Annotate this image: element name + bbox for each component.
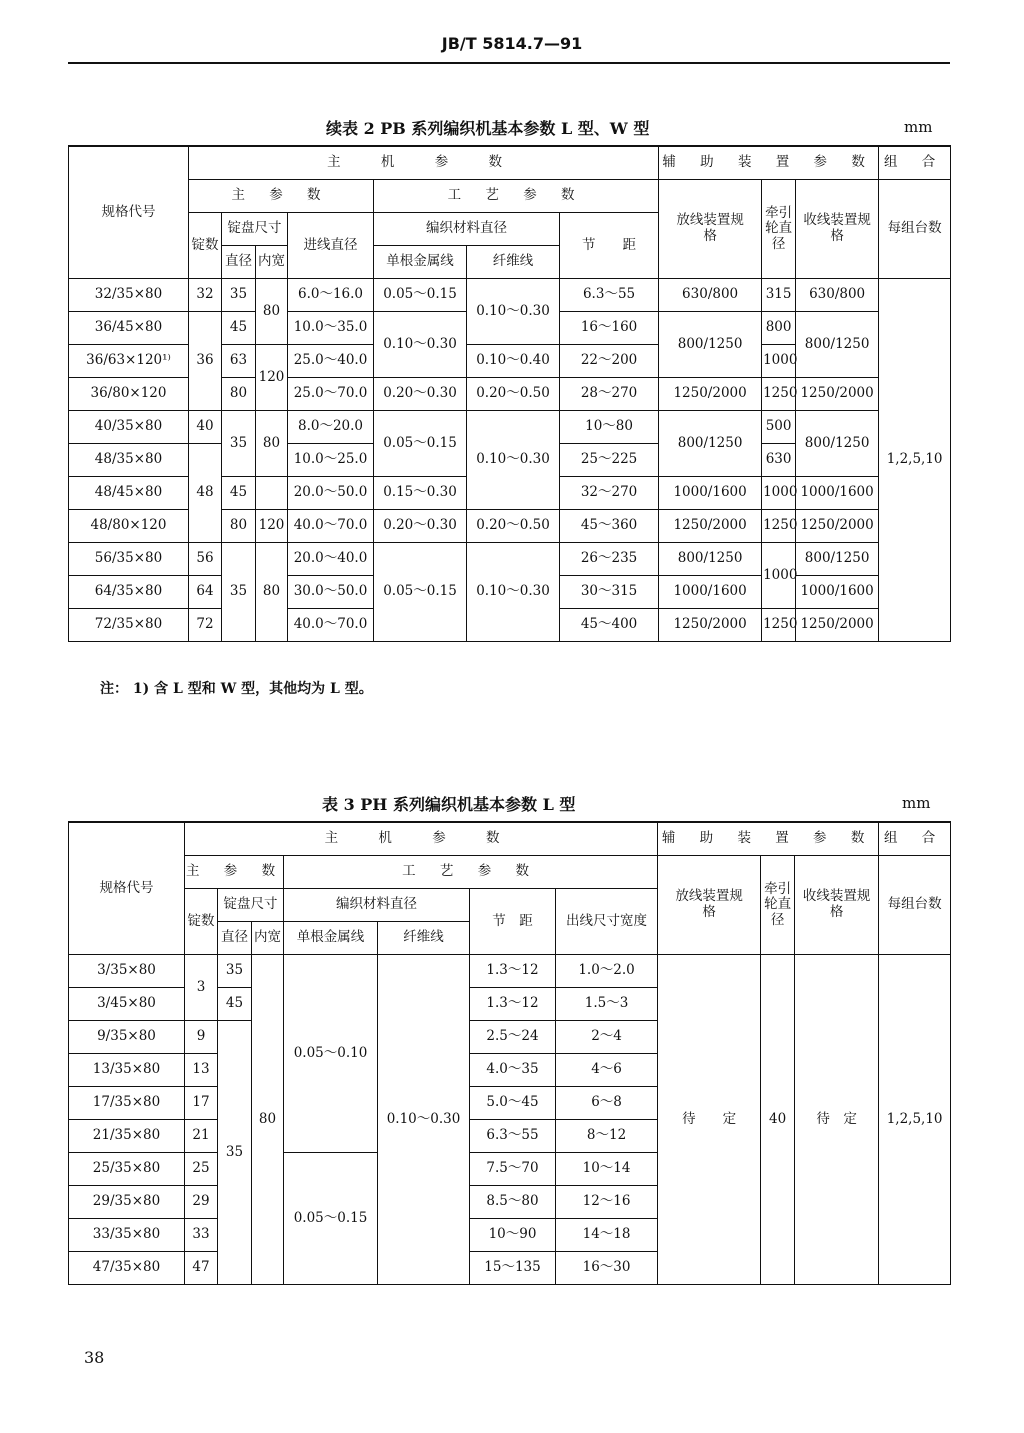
dia-cell: 35 [222, 279, 256, 312]
pitch-cell: 28～270 [560, 378, 659, 411]
table2-material-header: 编织材料直径 [374, 213, 560, 246]
width-cell: 80 [256, 543, 288, 642]
spec-cell: 48/35×80 [69, 444, 189, 477]
takeup-cell: 1250/2000 [796, 378, 879, 411]
metal-cell: 0.05～0.15 [284, 1153, 378, 1285]
payoff-cell: 800/1250 [659, 411, 762, 477]
table3-per-group-header: 每组台数 [879, 856, 951, 955]
pitch-cell: 1.3～12 [470, 988, 556, 1021]
pitch-cell: 16～160 [560, 312, 659, 345]
takeup-cell: 1000/1600 [796, 477, 879, 510]
spindles-cell: 13 [185, 1054, 218, 1087]
table2-dia-header: 直径 [222, 246, 256, 279]
payoff-cell: 800/1250 [659, 312, 762, 378]
payoff-cell: 待 定 [658, 955, 761, 1285]
table2-unit: mm [904, 118, 933, 136]
dia-cell: 35 [222, 543, 256, 642]
dia-cell: 35 [218, 955, 252, 988]
outwidth-cell: 6～8 [556, 1087, 658, 1120]
pitch-cell: 6.3～55 [470, 1120, 556, 1153]
table3-unit: mm [902, 794, 931, 812]
group-value-cell: 1,2,5,10 [879, 955, 951, 1285]
spec-cell: 40/35×80 [69, 411, 189, 444]
outwidth-cell: 4～6 [556, 1054, 658, 1087]
spec-cell: 32/35×80 [69, 279, 189, 312]
dia-cell: 63 [222, 345, 256, 378]
page-number: 38 [84, 1348, 105, 1367]
capstan-cell: 1250 [762, 609, 796, 642]
spindles-cell: 21 [185, 1120, 218, 1153]
table2 [68, 145, 951, 642]
capstan-cell: 315 [762, 279, 796, 312]
table2-capstan-header: 牵引轮直径 [762, 180, 796, 279]
metal-cell: 0.05～0.10 [284, 955, 378, 1153]
width-cell: 80 [256, 279, 288, 345]
spec-cell: 48/45×80 [69, 477, 189, 510]
metal-cell: 0.10～0.30 [374, 312, 467, 378]
dia-cell: 35 [222, 411, 256, 477]
table2-footnote: 注： 1) 含 L 型和 W 型，其他均为 L 型。 [100, 681, 373, 697]
fiber-cell: 0.20～0.50 [467, 510, 560, 543]
spec-cell: 21/35×80 [69, 1120, 185, 1153]
spindles-cell: 29 [185, 1186, 218, 1219]
capstan-cell: 40 [761, 955, 795, 1285]
table3-spec-header: 规格代号 [69, 822, 185, 955]
table3-width-header: 内宽 [252, 922, 284, 955]
table3-material-header: 编织材料直径 [284, 889, 470, 922]
capstan-cell: 1000 [762, 477, 796, 510]
metal-cell: 0.20～0.30 [374, 378, 467, 411]
width-cell: 80 [252, 955, 284, 1285]
spec-cell: 9/35×80 [69, 1021, 185, 1054]
capstan-cell: 1250 [762, 378, 796, 411]
pitch-cell: 2.5～24 [470, 1021, 556, 1054]
width-cell: 120 [256, 345, 288, 411]
width-cell [256, 477, 288, 510]
metal-cell: 0.20～0.30 [374, 510, 467, 543]
metal-cell: 0.05～0.15 [374, 279, 467, 312]
standard-number: JB/T 5814.7—91 [441, 34, 583, 53]
group-value-cell: 1,2,5,10 [879, 279, 951, 642]
pitch-cell: 26～235 [560, 543, 659, 576]
dia-cell: 80 [222, 510, 256, 543]
pitch-cell: 22～200 [560, 345, 659, 378]
outwidth-cell: 1.0～2.0 [556, 955, 658, 988]
takeup-cell: 800/1250 [796, 543, 879, 576]
pitch-cell: 8.5～80 [470, 1186, 556, 1219]
payoff-cell: 1000/1600 [659, 576, 762, 609]
spindles-cell: 17 [185, 1087, 218, 1120]
capstan-cell: 500 [762, 411, 796, 444]
table2-metal-header: 单根金属线 [374, 246, 467, 279]
spec-cell: 3/35×80 [69, 955, 185, 988]
table2-main-header: 主 机 参 数 [189, 146, 659, 180]
table3-group-header: 组 合 [879, 822, 951, 856]
table3-payoff-header: 放线装置规 格 [658, 856, 761, 955]
fiber-cell: 0.10～0.30 [467, 411, 560, 510]
spec-cell: 3/45×80 [69, 988, 185, 1021]
table2-main-params-header: 主 参 数 [189, 180, 374, 213]
fiber-cell: 0.10～0.40 [467, 345, 560, 378]
table2-takeup-header: 收线装置规 格 [796, 180, 879, 279]
pitch-cell: 1.3～12 [470, 955, 556, 988]
spec-cell: 33/35×80 [69, 1219, 185, 1252]
table-row [69, 279, 951, 312]
table3-dia-header: 直径 [218, 922, 252, 955]
table2-process-header: 工 艺 参 数 [374, 180, 659, 213]
takeup-cell: 1250/2000 [796, 609, 879, 642]
table3-metal-header: 单根金属线 [284, 922, 378, 955]
table2-pitch-header: 节 距 [560, 213, 659, 279]
infeed-cell: 25.0～40.0 [288, 345, 374, 378]
infeed-cell: 6.0～16.0 [288, 279, 374, 312]
table-row [69, 955, 951, 988]
spindles-cell: 25 [185, 1153, 218, 1186]
outwidth-cell: 12～16 [556, 1186, 658, 1219]
spindles-cell: 3 [185, 955, 218, 1021]
fiber-cell: 0.10～0.30 [467, 543, 560, 642]
table2-group-header: 组 合 [879, 146, 951, 180]
table3-process-header: 工 艺 参 数 [284, 856, 658, 889]
table2-bobbin-header: 锭盘尺寸 [222, 213, 288, 246]
infeed-cell: 8.0～20.0 [288, 411, 374, 444]
table3-fiber-header: 纤维线 [378, 922, 470, 955]
table2-fiber-header: 纤维线 [467, 246, 560, 279]
metal-cell: 0.15～0.30 [374, 477, 467, 510]
spindles-cell: 64 [189, 576, 222, 609]
infeed-cell: 40.0～70.0 [288, 510, 374, 543]
infeed-cell: 25.0～70.0 [288, 378, 374, 411]
pitch-cell: 45～400 [560, 609, 659, 642]
fiber-cell: 0.10～0.30 [378, 955, 470, 1285]
pitch-cell: 25～225 [560, 444, 659, 477]
takeup-cell: 1000/1600 [796, 576, 879, 609]
table3-capstan-header: 牵引轮直径 [761, 856, 795, 955]
payoff-cell: 1250/2000 [659, 378, 762, 411]
takeup-cell: 1250/2000 [796, 510, 879, 543]
fiber-cell: 0.20～0.50 [467, 378, 560, 411]
spindles-cell: 72 [189, 609, 222, 642]
table3-main-header: 主 机 参 数 [185, 822, 658, 856]
takeup-cell: 800/1250 [796, 312, 879, 378]
spec-cell: 36/45×80 [69, 312, 189, 345]
infeed-cell: 30.0～50.0 [288, 576, 374, 609]
dia-cell: 45 [218, 988, 252, 1021]
infeed-cell: 20.0～50.0 [288, 477, 374, 510]
width-cell: 120 [256, 510, 288, 543]
infeed-cell: 40.0～70.0 [288, 609, 374, 642]
table2-width-header: 内宽 [256, 246, 288, 279]
table3-spindles-header: 锭数 [185, 889, 218, 955]
fiber-cell: 0.10～0.30 [467, 279, 560, 345]
table3-main-params-header: 主 参 数 [185, 856, 284, 889]
table-row [69, 411, 951, 444]
spindles-cell: 9 [185, 1021, 218, 1054]
takeup-cell: 800/1250 [796, 411, 879, 477]
table3-bobbin-header: 锭盘尺寸 [218, 889, 284, 922]
table-row [69, 543, 951, 576]
spindles-cell: 32 [189, 279, 222, 312]
table2-aux-header: 辅 助 装 置 参 数 [659, 146, 879, 180]
table3-outwidth-header: 出线尺寸宽度 [556, 889, 658, 955]
header-rule [68, 62, 950, 64]
pitch-cell: 10～80 [560, 411, 659, 444]
table2-payoff-header: 放线装置规 格 [659, 180, 762, 279]
takeup-cell: 待 定 [795, 955, 879, 1285]
pitch-cell: 7.5～70 [470, 1153, 556, 1186]
table2-per-group-header: 每组台数 [879, 180, 951, 279]
table3 [68, 821, 951, 1285]
table2-infeed-header: 进线直径 [288, 213, 374, 279]
table2-spec-header: 规格代号 [69, 146, 189, 279]
spindles-cell: 48 [189, 444, 222, 543]
pitch-cell: 15～135 [470, 1252, 556, 1285]
capstan-cell: 800 [762, 312, 796, 345]
dia-cell: 45 [222, 312, 256, 345]
table3-takeup-header: 收线装置规 格 [795, 856, 879, 955]
outwidth-cell: 16～30 [556, 1252, 658, 1285]
pitch-cell: 10～90 [470, 1219, 556, 1252]
payoff-cell: 1250/2000 [659, 609, 762, 642]
table2-caption: 续表 2 PB 系列编织机基本参数 L 型、W 型 [326, 119, 650, 138]
table2-spindles-header: 锭数 [189, 213, 222, 279]
metal-cell: 0.05～0.15 [374, 543, 467, 642]
spec-cell: 56/35×80 [69, 543, 189, 576]
table3-caption: 表 3 PH 系列编织机基本参数 L 型 [322, 795, 576, 814]
spindles-cell: 47 [185, 1252, 218, 1285]
infeed-cell: 20.0～40.0 [288, 543, 374, 576]
spindles-cell: 36 [189, 312, 222, 411]
capstan-cell: 1250 [762, 510, 796, 543]
width-cell: 80 [256, 411, 288, 477]
payoff-cell: 1000/1600 [659, 477, 762, 510]
pitch-cell: 32～270 [560, 477, 659, 510]
capstan-cell: 1000 [762, 543, 796, 609]
spec-cell: 25/35×80 [69, 1153, 185, 1186]
spindles-cell: 40 [189, 411, 222, 444]
spec-cell: 48/80×120 [69, 510, 189, 543]
pitch-cell: 4.0～35 [470, 1054, 556, 1087]
spec-cell: 72/35×80 [69, 609, 189, 642]
metal-cell: 0.05～0.15 [374, 411, 467, 477]
spec-cell: 64/35×80 [69, 576, 189, 609]
dia-cell: 80 [222, 378, 256, 411]
spec-cell: 17/35×80 [69, 1087, 185, 1120]
pitch-cell: 45～360 [560, 510, 659, 543]
pitch-cell: 30～315 [560, 576, 659, 609]
table3-aux-header: 辅 助 装 置 参 数 [658, 822, 879, 856]
payoff-cell: 800/1250 [659, 543, 762, 576]
capstan-cell: 630 [762, 444, 796, 477]
spindles-cell: 56 [189, 543, 222, 576]
outwidth-cell: 10～14 [556, 1153, 658, 1186]
payoff-cell: 630/800 [659, 279, 762, 312]
spec-cell: 13/35×80 [69, 1054, 185, 1087]
infeed-cell: 10.0～25.0 [288, 444, 374, 477]
outwidth-cell: 8～12 [556, 1120, 658, 1153]
dia-cell: 45 [222, 477, 256, 510]
infeed-cell: 10.0～35.0 [288, 312, 374, 345]
takeup-cell: 630/800 [796, 279, 879, 312]
spec-cell: 36/63×120¹⁾ [69, 345, 189, 378]
pitch-cell: 5.0～45 [470, 1087, 556, 1120]
table3-pitch-header: 节 距 [470, 889, 556, 955]
spec-cell: 36/80×120 [69, 378, 189, 411]
outwidth-cell: 14～18 [556, 1219, 658, 1252]
spec-cell: 29/35×80 [69, 1186, 185, 1219]
spindles-cell: 33 [185, 1219, 218, 1252]
dia-cell: 35 [218, 1021, 252, 1285]
outwidth-cell: 2～4 [556, 1021, 658, 1054]
capstan-cell: 1000 [762, 345, 796, 378]
spec-cell: 47/35×80 [69, 1252, 185, 1285]
payoff-cell: 1250/2000 [659, 510, 762, 543]
outwidth-cell: 1.5～3 [556, 988, 658, 1021]
pitch-cell: 6.3～55 [560, 279, 659, 312]
